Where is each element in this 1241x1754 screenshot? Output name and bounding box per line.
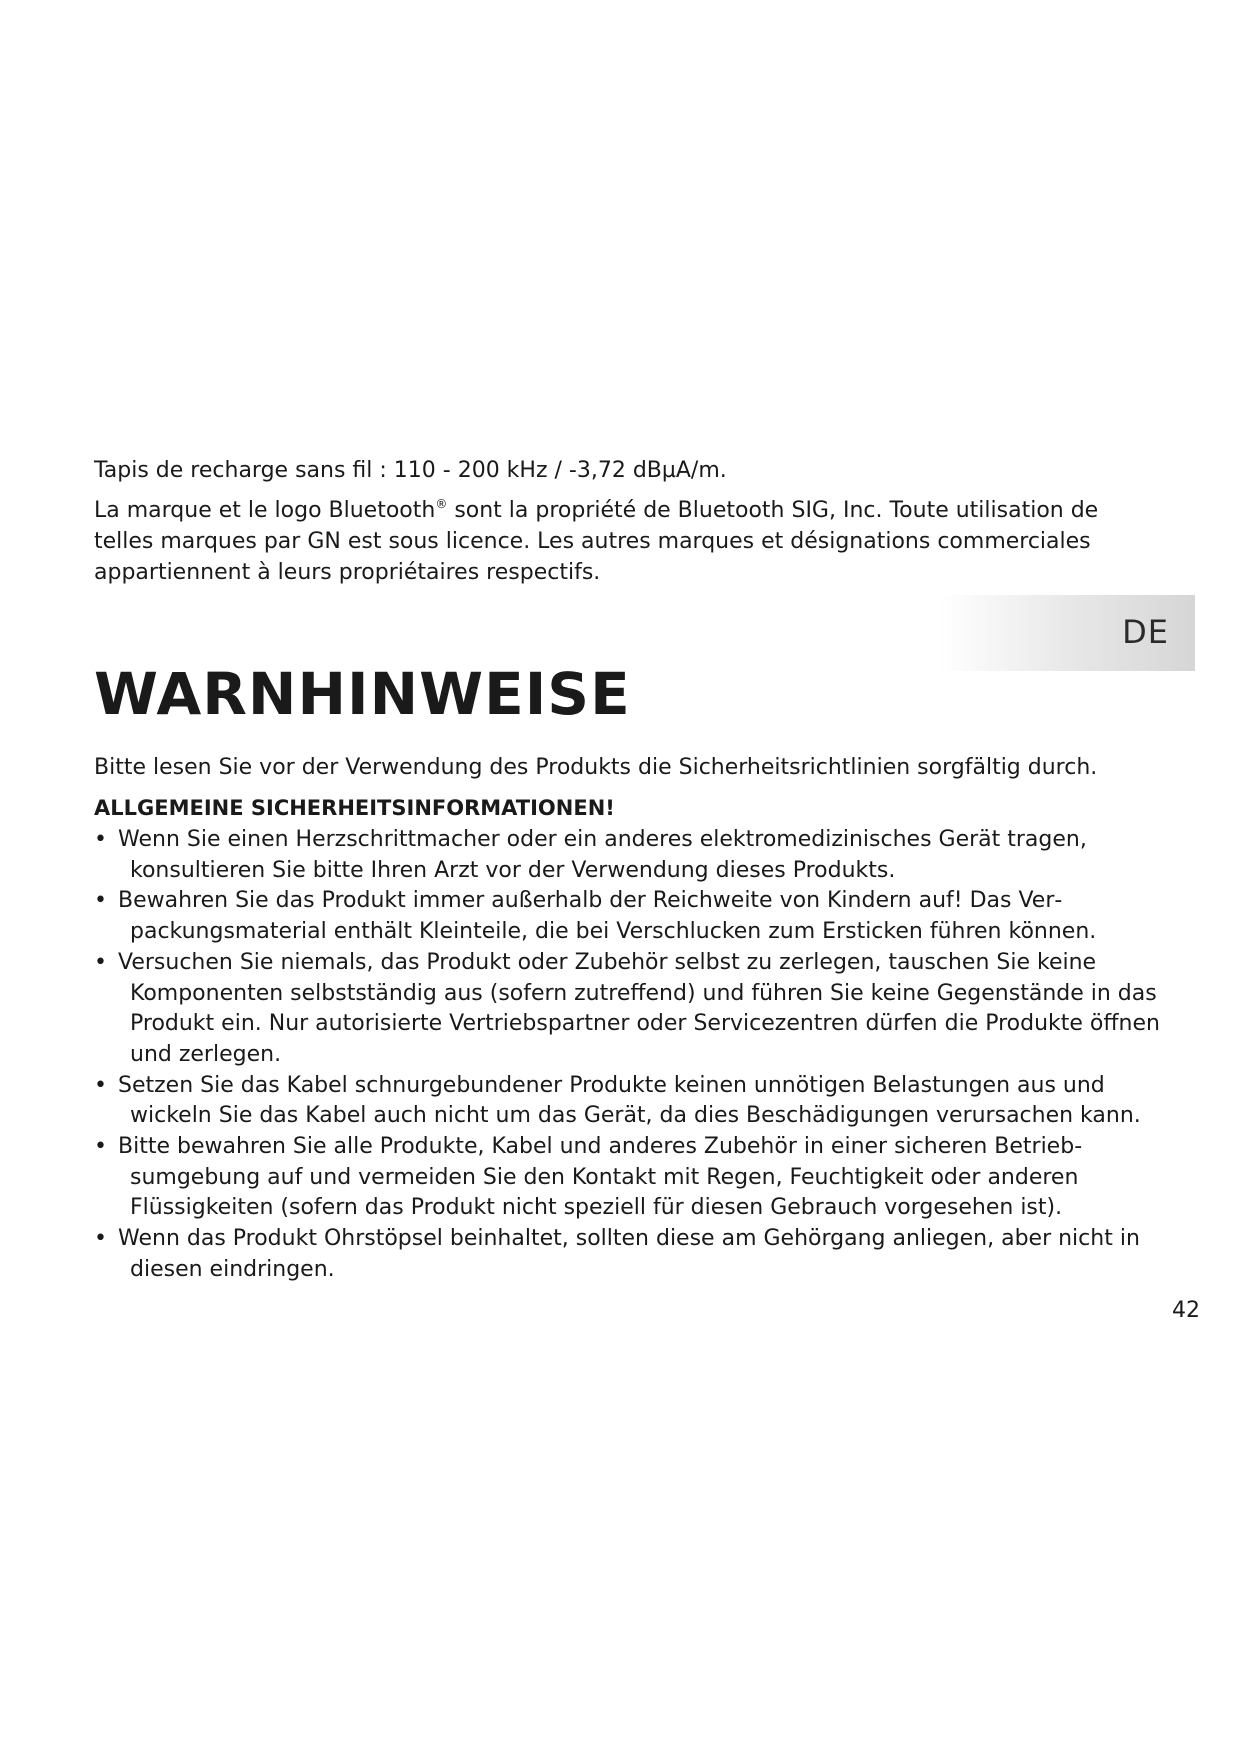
list-item-text: Setzen Sie das Kabel schnurgebundener Produkte keinen unnötigen Belastungen aus und wickeln Sie das Kabel auch nicht um das Gerät, da dies Beschädigungen verursachen kann. [118, 1072, 1141, 1129]
language-tab [940, 595, 1195, 671]
intro-text: Bitte lesen Sie vor der Verwendung des Produkts die Sicherheitsrichtlinien sorgfältig durch. [94, 755, 1098, 780]
bullet-icon: • [94, 1134, 107, 1160]
list-item-text: Bitte bewahren Sie alle Produkte, Kabel und anderes Zubehör in einer sicheren Betriebsumgebung auf und vermeiden Sie den Kontakt mit Regen, Feuchtigkeit oder anderen Flüssigkeiten (sofern das Produkt nicht speziell für diesen Gebrauch vorgesehen ist). [118, 1134, 1083, 1221]
list-item-text: Wenn Sie einen Herzschrittmacher oder ein anderes elektromedizinisches Gerät tragen, konsultieren Sie bitte Ihren Arzt vor der Verwendung dieses Produkts. [118, 827, 1087, 883]
charging-pad-spec: Tapis de recharge sans fil : 110 - 200 kHz / -3,72 dBµA/m. [94, 458, 727, 483]
list-item [94, 825, 1174, 886]
list-item [94, 948, 1174, 1071]
list-item [94, 1224, 1174, 1285]
list-item-text: Wenn das Produkt Ohrstöpsel beinhaltet, sollten diese am Gehörgang anliegen, aber nicht in diesen eindringen. [118, 1226, 1140, 1282]
page-title: WARNHINWEISE [94, 660, 631, 728]
language-tab-label: DE [1122, 613, 1169, 651]
safety-list [94, 825, 1174, 1286]
bullet-icon: • [94, 1072, 107, 1098]
bullet-icon: • [94, 949, 107, 975]
trademark-text-start: La marque et le logo Bluetooth [94, 498, 436, 523]
list-item [94, 886, 1174, 947]
list-item-text: Bewahren Sie das Produkt immer außerhalb der Reichweite von Kindern auf! Das Verpackungsmaterial enthält Kleinteile, die bei Verschlucken zum Ersticken führen können. [118, 888, 1097, 945]
bullet-icon: • [94, 888, 107, 914]
section-subheading: ALLGEMEINE SICHERHEITSINFORMATIONEN! [94, 796, 615, 820]
registered-mark: ® [435, 497, 448, 511]
list-item-text: Versuchen Sie niemals, das Produkt oder Zubehör selbst zu zerlegen, tauschen Sie keine Komponenten selbstständig aus (sofern zutreffend) und führen Sie keine Gegenstände in das Produkt ein. Nur autorisierte Vertriebspartner oder Servicezentren dürfen die Produkte öffnen und zerlegen. [118, 949, 1160, 1067]
list-item [94, 1071, 1174, 1132]
trademark-notice [94, 495, 1154, 588]
bullet-icon: • [94, 1226, 107, 1252]
list-item [94, 1132, 1174, 1224]
trademark-text-end: sont la propriété de Bluetooth SIG, Inc. Toute utilisation de telles marques par GN est sous licence. Les autres marques et désignations commerciales appartiennent à leurs propriétaires respectifs. [94, 498, 1099, 585]
page-number: 42 [1172, 1298, 1200, 1323]
french-section [94, 455, 1154, 597]
bullet-icon: • [94, 827, 107, 852]
